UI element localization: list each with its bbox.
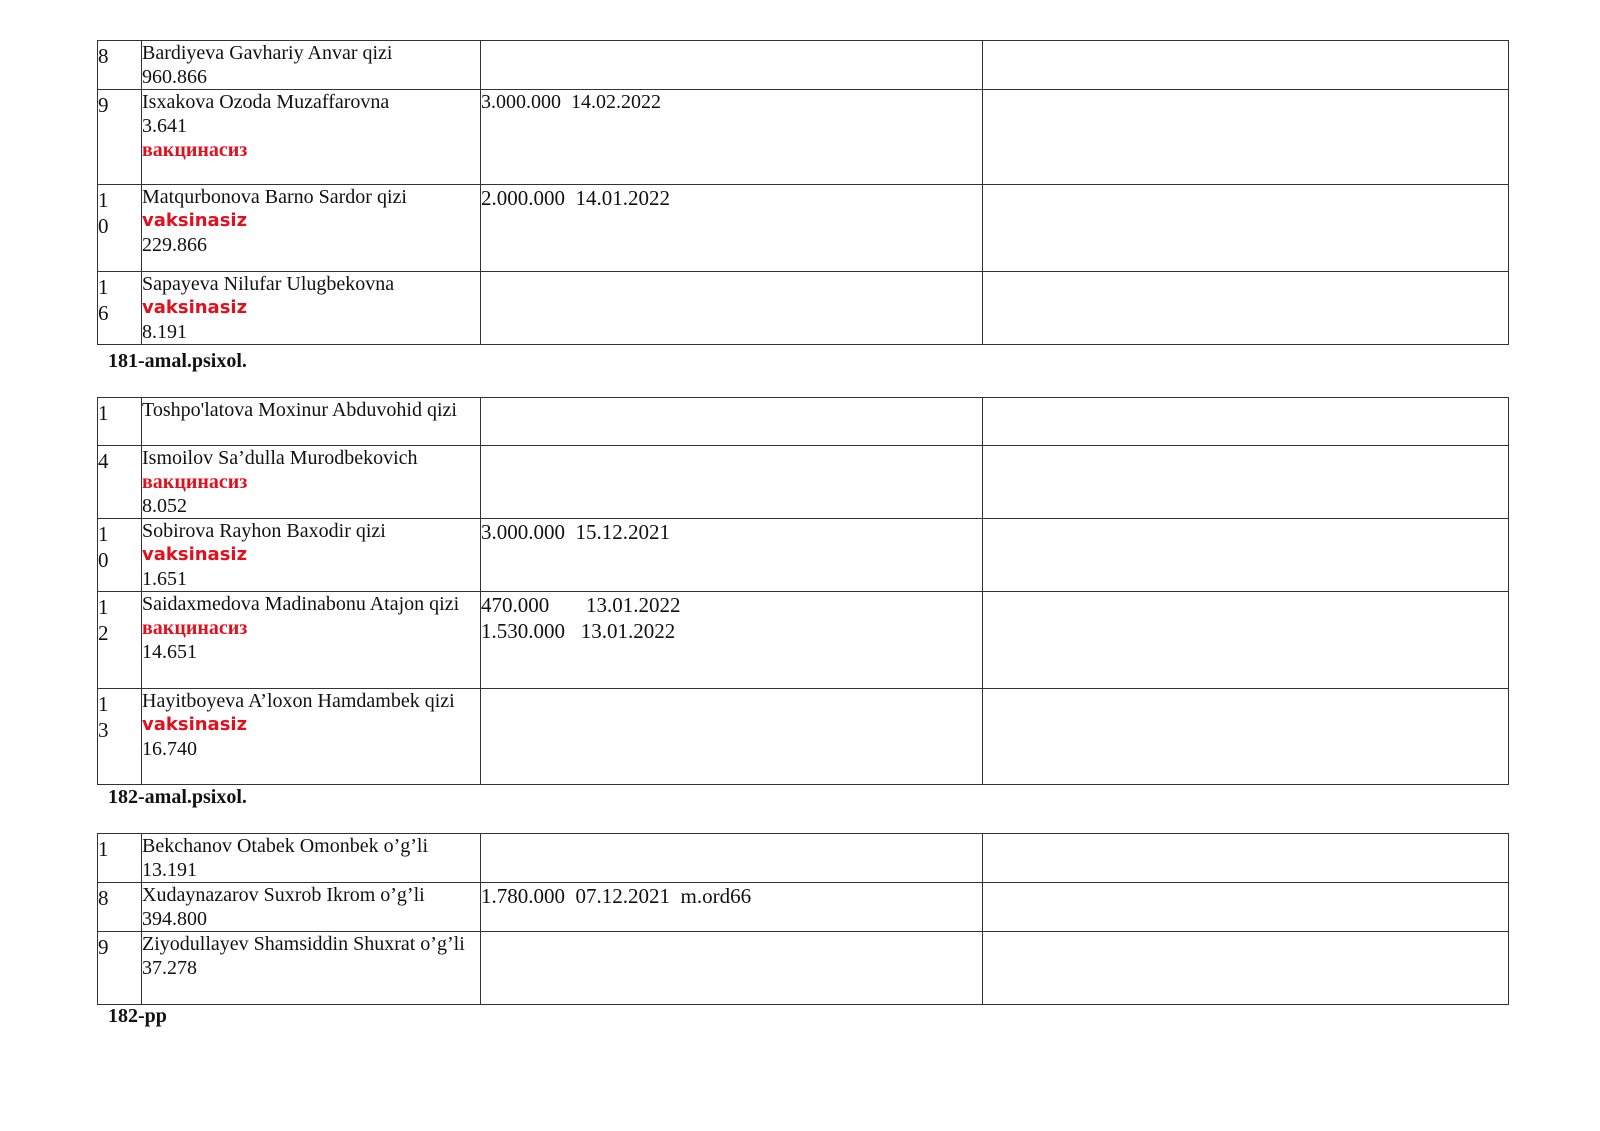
row-number-digit: 1 <box>98 692 109 716</box>
empty-cell <box>983 834 1509 883</box>
table-section-1 <box>97 40 1509 345</box>
row-number-digit: 6 <box>98 301 109 325</box>
table-row <box>98 446 1509 519</box>
amount-value: 8.191 <box>142 321 187 343</box>
amount-value: 394.800 <box>142 908 207 930</box>
student-name: Xudaynazarov Suxrob Ikrom o’g’li <box>142 884 425 906</box>
empty-cell <box>983 41 1509 90</box>
amount-value: 13.191 <box>142 859 197 881</box>
amount-value: 37.278 <box>142 957 197 979</box>
vaccination-status-flag: вакцинасиз <box>142 471 248 493</box>
payment-cell <box>481 185 983 272</box>
empty-cell <box>983 883 1509 932</box>
table-row <box>98 398 1509 446</box>
table-row <box>98 272 1509 345</box>
student-name: Ismoilov Sa’dulla Murodbekovich <box>142 447 418 469</box>
group-caption: 182-amal.psixol. <box>108 786 247 808</box>
row-number-digit: 1 <box>98 837 109 861</box>
empty-cell <box>983 398 1509 446</box>
row-number-digit: 8 <box>98 44 109 68</box>
empty-cell <box>983 932 1509 1005</box>
payment-cell <box>481 834 983 883</box>
student-name: Bekchanov Otabek Omonbek o’g’li <box>142 835 429 857</box>
row-number-digit: 2 <box>98 621 109 645</box>
empty-cell <box>983 90 1509 185</box>
row-number-digit: 4 <box>98 449 109 473</box>
payment-cell <box>481 90 983 185</box>
row-number-digit: 1 <box>98 522 109 546</box>
row-number-digit: 9 <box>98 93 109 117</box>
student-name: Saidaxmedova Madinabonu Atajon qizi <box>142 593 460 615</box>
table-row <box>98 932 1509 1005</box>
payment-cell <box>481 398 983 446</box>
payment-cell <box>481 519 983 592</box>
vaccination-status-flag: vaksinasiz <box>142 544 248 565</box>
table-row <box>98 41 1509 90</box>
student-name: Isxakova Ozoda Muzaffarovna <box>142 91 390 113</box>
payment-entry: 3.000.000 14.02.2022 <box>481 91 661 113</box>
student-table <box>97 40 1509 345</box>
vaccination-status-flag: вакцинасиз <box>142 139 248 161</box>
payment-cell <box>481 689 983 785</box>
group-caption: 182-pp <box>108 1005 167 1027</box>
empty-cell <box>983 592 1509 689</box>
table-row <box>98 90 1509 185</box>
student-name: Matqurbonova Barno Sardor qizi <box>142 186 407 208</box>
vaccination-status-flag: vaksinasiz <box>142 210 248 231</box>
vaccination-status-flag: vaksinasiz <box>142 297 248 318</box>
empty-cell <box>983 689 1509 785</box>
payment-entry: 1.530.000 13.01.2022 <box>481 619 676 643</box>
payment-cell <box>481 932 983 1005</box>
row-number-digit: 1 <box>98 595 109 619</box>
student-name: Ziyodullayev Shamsiddin Shuxrat o’g’li <box>142 933 465 955</box>
payment-entry: 1.780.000 07.12.2021 m.ord66 <box>481 884 752 908</box>
student-table <box>97 833 1509 1005</box>
student-name: Sapayeva Nilufar Ulugbekovna <box>142 273 395 295</box>
amount-value: 229.866 <box>142 234 207 256</box>
row-number-digit: 0 <box>98 548 109 572</box>
row-number-digit: 1 <box>98 401 109 425</box>
payment-entry: 2.000.000 14.01.2022 <box>481 186 670 210</box>
row-number-digit: 0 <box>98 214 109 238</box>
table-row <box>98 689 1509 785</box>
student-name: Sobirova Rayhon Baxodir qizi <box>142 520 386 542</box>
table-row <box>98 592 1509 689</box>
table-section-2 <box>97 397 1509 785</box>
empty-cell <box>983 519 1509 592</box>
amount-value: 8.052 <box>142 495 187 517</box>
table-row <box>98 834 1509 883</box>
row-number-digit: 8 <box>98 886 109 910</box>
group-caption: 181-amal.psixol. <box>108 350 247 372</box>
row-number-digit: 9 <box>98 935 109 959</box>
payment-entry: 470.000 13.01.2022 <box>481 593 681 617</box>
payment-entry: 3.000.000 15.12.2021 <box>481 520 670 544</box>
empty-cell <box>983 185 1509 272</box>
empty-cell <box>983 272 1509 345</box>
vaccination-status-flag: вакцинасиз <box>142 617 248 639</box>
payment-cell <box>481 446 983 519</box>
amount-value: 14.651 <box>142 641 197 663</box>
empty-cell <box>983 446 1509 519</box>
payment-cell <box>481 41 983 90</box>
student-name: Toshpo'latova Moxinur Abduvohid qizi <box>142 399 457 421</box>
student-name: Bardiyeva Gavhariy Anvar qizi <box>142 42 393 64</box>
amount-value: 960.866 <box>142 66 207 88</box>
table-row <box>98 883 1509 932</box>
payment-cell <box>481 272 983 345</box>
row-number-digit: 1 <box>98 188 109 212</box>
amount-value: 16.740 <box>142 738 197 760</box>
vaccination-status-flag: vaksinasiz <box>142 714 248 735</box>
student-name: Hayitboyeva A’loxon Hamdambek qizi <box>142 690 455 712</box>
amount-value: 1.651 <box>142 568 187 590</box>
row-number-digit: 3 <box>98 718 109 742</box>
amount-value: 3.641 <box>142 115 187 137</box>
row-number-digit: 1 <box>98 275 109 299</box>
table-row <box>98 519 1509 592</box>
payment-cell <box>481 883 983 932</box>
payment-cell <box>481 592 983 689</box>
table-section-3 <box>97 833 1509 1005</box>
student-table <box>97 397 1509 785</box>
table-row <box>98 185 1509 272</box>
